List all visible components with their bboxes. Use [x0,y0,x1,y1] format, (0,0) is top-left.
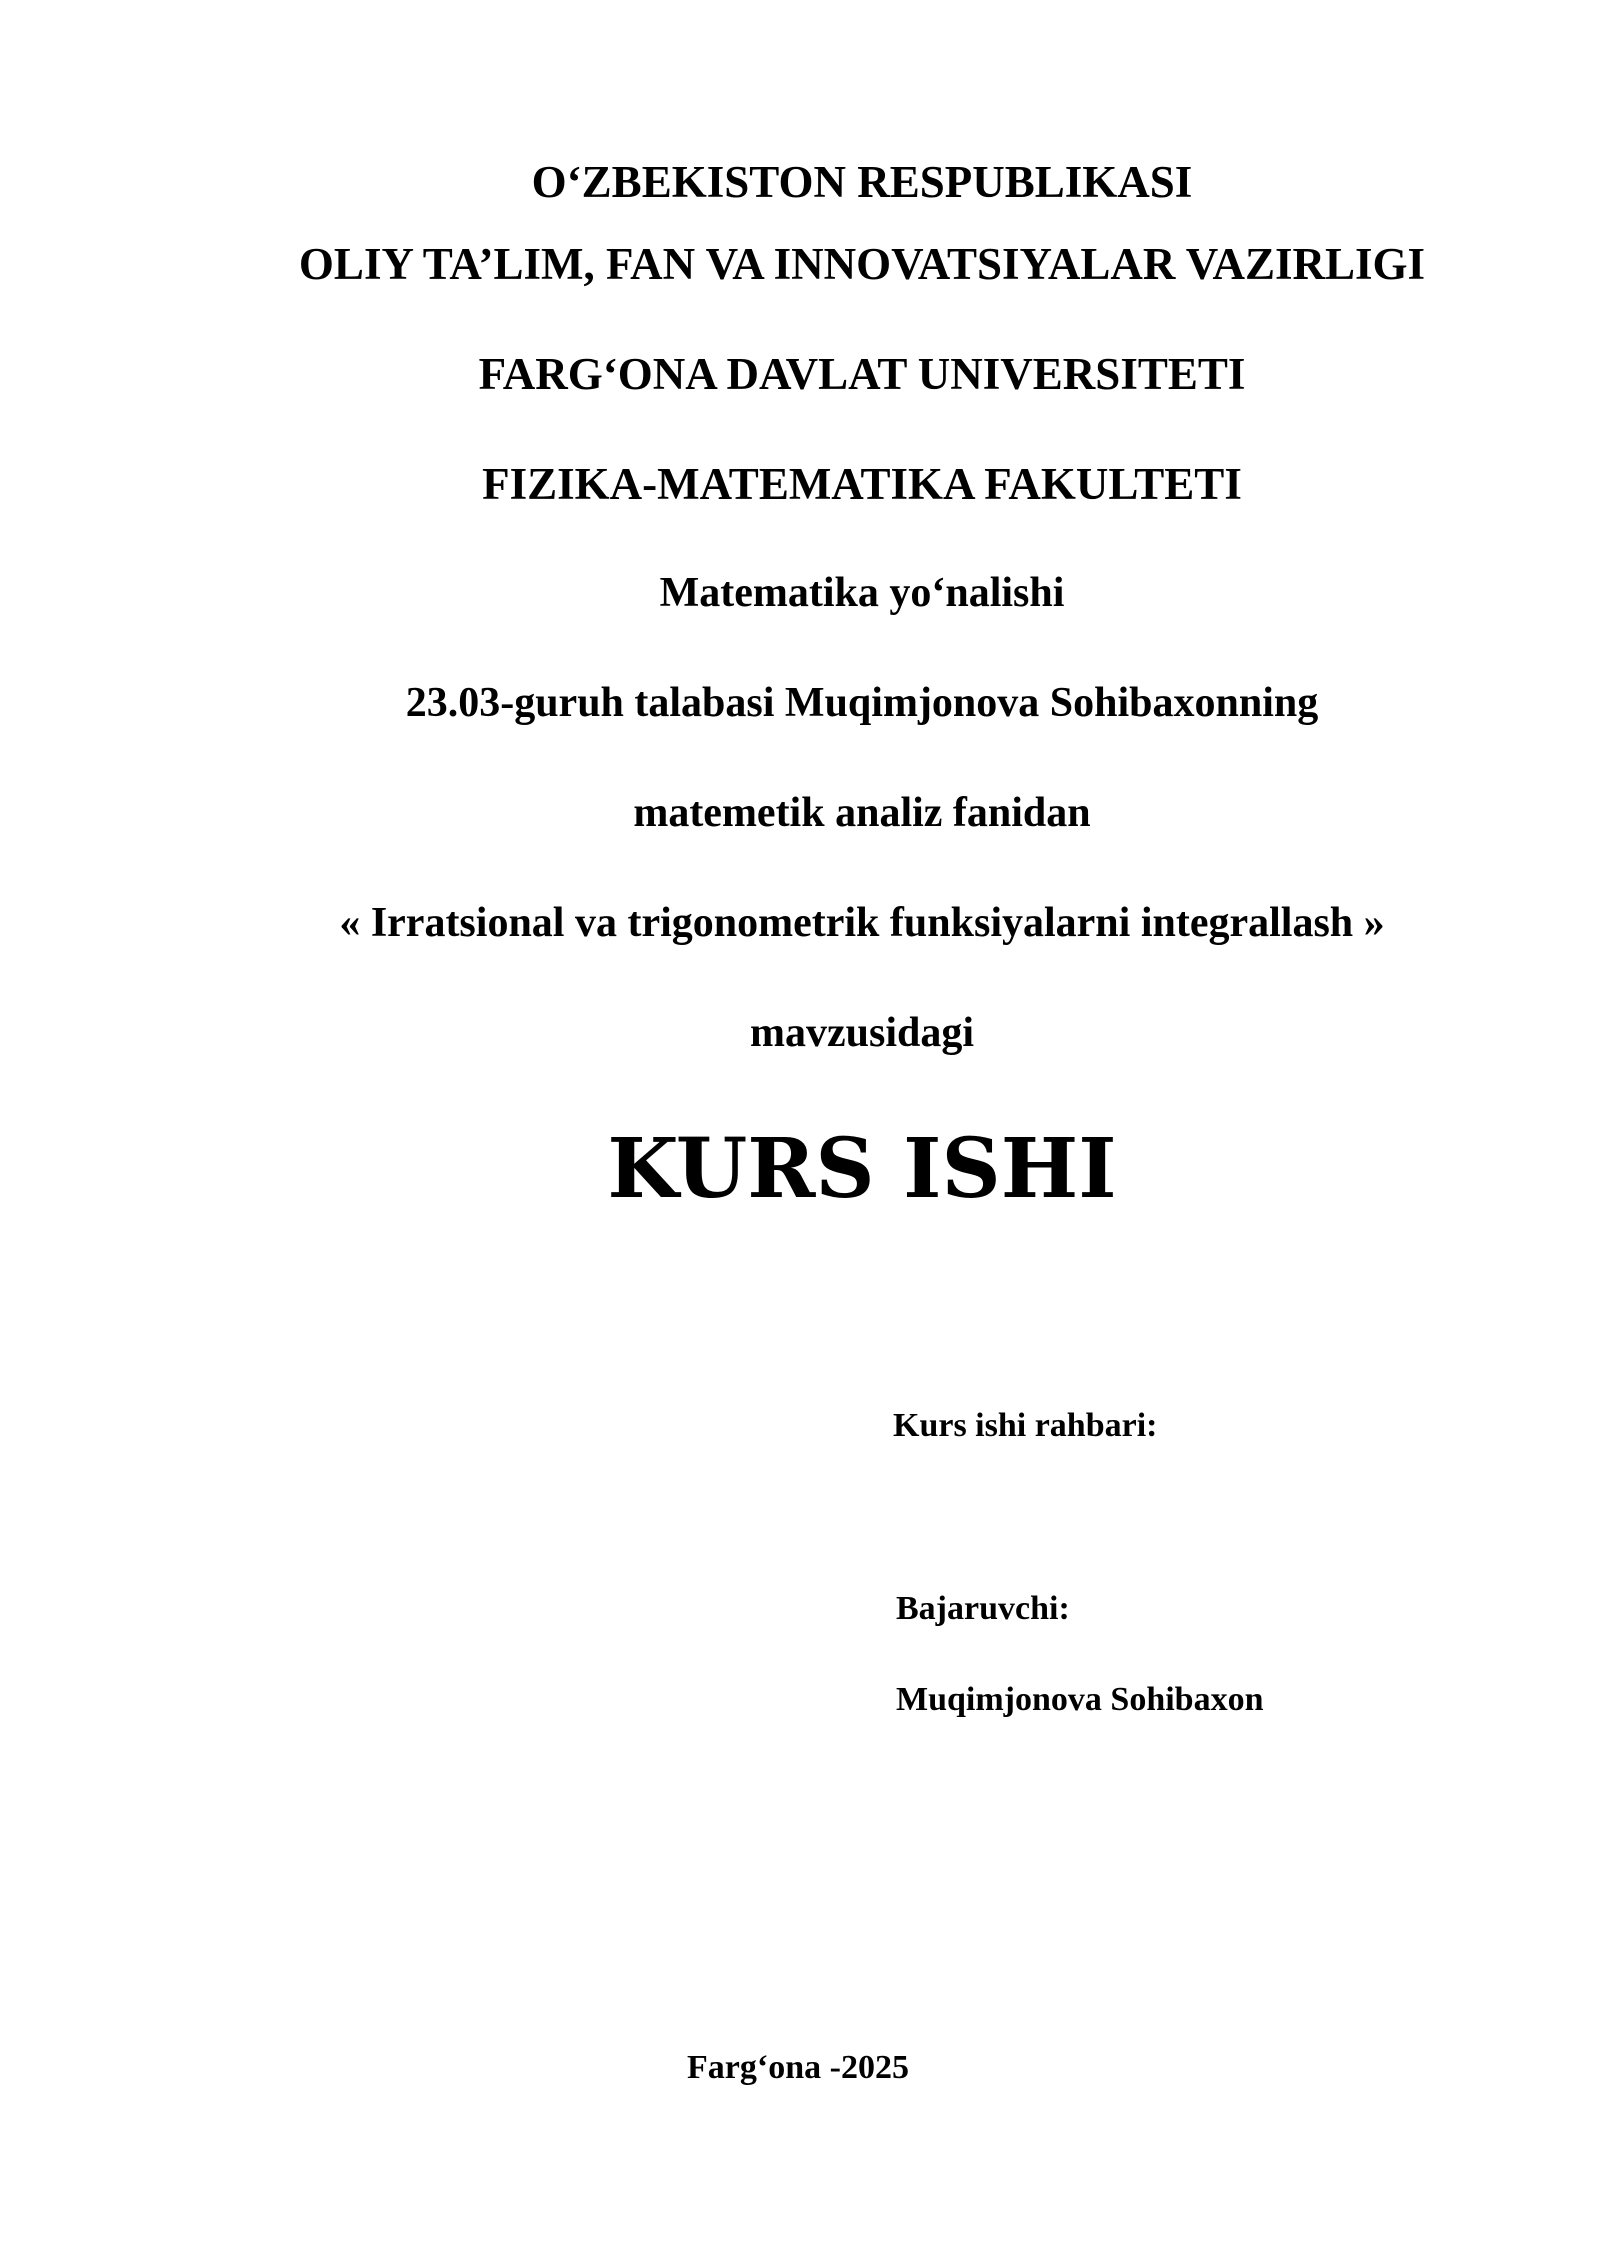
topic-line: « Irratsional va trigonometrik funksiyalarni integrallash » [339,900,1385,946]
performer-name: Muqimjonova Sohibaxon [896,1681,1264,1718]
performer-label: Bajaruvchi: [896,1590,1070,1627]
country-heading: O‘ZBEKISTON RESPUBLIKASI [531,157,1193,207]
supervisor-label: Kurs ishi rahbari: [893,1407,1158,1444]
faculty-heading: FIZIKA-MATEMATIKA FAKULTETI [482,459,1242,509]
university-heading: FARG‘ONA DAVLAT UNIVERSITETI [478,349,1246,399]
ministry-heading: OLIY TA’LIM, FAN VA INNOVATSIYALAR VAZIRLIGI [298,239,1426,289]
topic-suffix-line: mavzusidagi [749,1010,975,1056]
work-type-title: KURS ISHI [607,1121,1117,1217]
direction-line: Matematika yo‘nalishi [659,570,1065,616]
subject-line: matemetik analiz fanidan [633,790,1091,836]
student-line: 23.03-guruh talabasi Muqimjonova Sohibaxonning [405,680,1319,726]
place-year-footer: Farg‘ona -2025 [687,2049,909,2086]
